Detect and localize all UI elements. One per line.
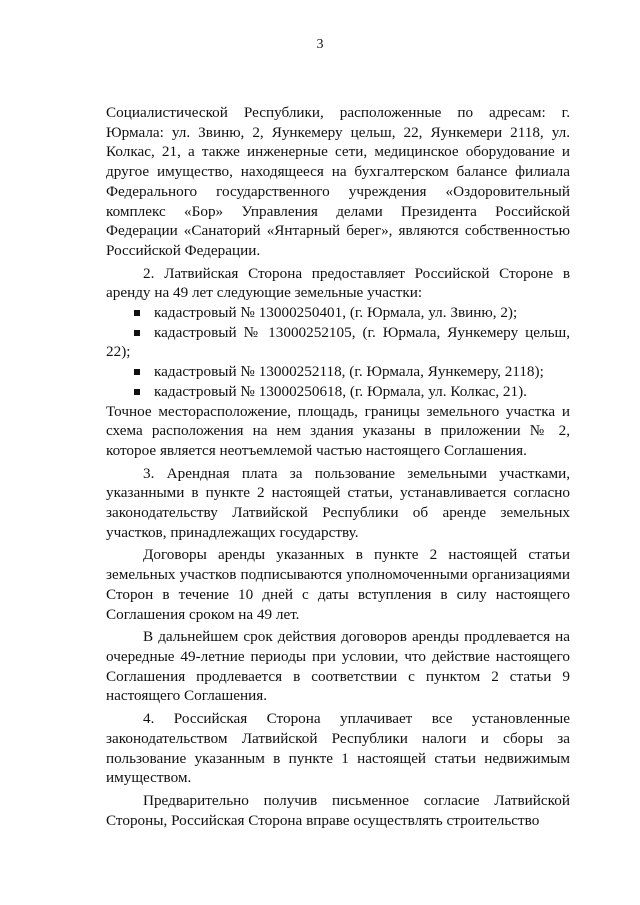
paragraph-continuation: Социалистической Республики, расположенные по адресам: г. Юрмала: ул. Звиню, 2, Яункемеру цельш, 22, Яункемери 2118, ул. Колкас, 21, а также инженерные сети, медицинское оборудование и другое имущество, находящееся на бухгалтерском балансе филиала Федерального государственного учреждения «Оздоровительный комплекс «Бор» Управления делами Президента Российской Федерации «Санаторий «Янтарный берег», являются собственностью Российской Федерации.	[106, 104, 570, 259]
list-item	[106, 362, 570, 382]
paragraph-clause-4: 4. Российская Сторона уплачивает все установленные законодательством Латвийской Республики налоги и сборы за пользование указанным в пункте 1 настоящей статьи недвижимым имуществом.	[106, 710, 570, 787]
list-item-text: кадастровый № 13000250401, (г. Юрмала, ул. Звиню, 2);	[154, 304, 518, 322]
list-item	[106, 323, 570, 362]
list-item	[106, 303, 570, 323]
paragraph-lease-extension: В дальнейшем срок действия договоров аренды продлевается на очередные 49-летние периоды при условии, что действие настоящего Соглашения продлевается в соответствии с пунктом 2 статьи 9 настоящего Соглашения.	[106, 628, 570, 705]
bullet-icon	[134, 310, 140, 316]
paragraph-lease-contracts: Договоры аренды указанных в пункте 2 настоящей статьи земельных участков подписываются уполномоченными организациями Сторон в течение 10 дней с даты вступления в силу настоящего Соглашения сроком на 49 лет.	[106, 546, 570, 623]
bullet-icon	[134, 389, 140, 395]
paragraph-clause-2: 2. Латвийская Сторона предоставляет Российской Стороне в аренду на 49 лет следующие земельные участки:	[106, 264, 570, 302]
paragraph-clause-3: 3. Арендная плата за пользование земельными участками, указанными в пункте 2 настоящей статьи, устанавливается согласно законодательству Латвийской Республики об аренде земельных участков, принадлежащих государству.	[106, 464, 570, 541]
paragraph-construction: Предварительно получив письменное согласие Латвийской Стороны, Российская Сторона вправе осуществлять строительство	[106, 791, 570, 829]
list-item-text: кадастровый № 13000252118, (г. Юрмала, Яункемеру, 2118);	[154, 363, 544, 381]
bullet-icon	[134, 330, 140, 336]
bullet-icon	[134, 369, 140, 375]
paragraph-location-note: Точное месторасположение, площадь, границы земельного участка и схема расположения на нем здания указаны в приложении № 2, которое является неотъемлемой частью настоящего Соглашения.	[106, 402, 570, 459]
list-item-text: кадастровый № 13000252105, (г. Юрмала, Яункемеру цельш, 22);	[106, 323, 570, 361]
list-item-text: кадастровый № 13000250618, (г. Юрмала, ул. Колкас, 21).	[154, 382, 527, 400]
page-number: 3	[316, 37, 324, 52]
document-body	[106, 103, 570, 830]
list-item	[106, 382, 570, 402]
